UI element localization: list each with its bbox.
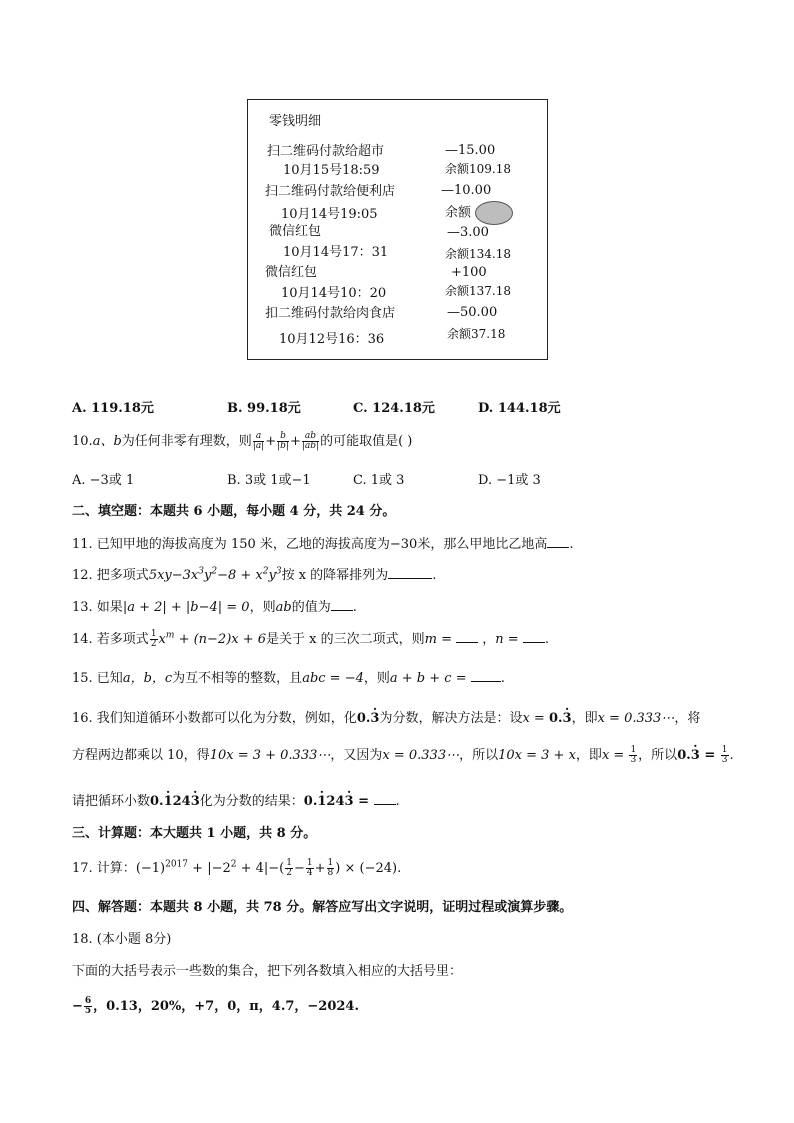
question-10: 10.a、b为任何非零有理数，则 $\frac{a}{|a|}$ + $\frac{b}{|b|}$ + $\frac{ab}{|ab|}$ 的可能取值是( ) [72, 431, 413, 451]
receipt-row-balance [445, 201, 513, 225]
q13-equation: |a + 2| + |b−4| = 0 [122, 600, 250, 615]
receipt-row-desc: 扫二维码付款给便利店 [265, 184, 396, 199]
q13-text: 13. 如果 [72, 600, 123, 615]
one-quarter-fraction: $\frac{1}{4}$ [306, 858, 313, 878]
q16-eq: x = 0.333⋯ [382, 748, 460, 763]
answer-blank[interactable] [331, 598, 353, 611]
q10-fraction: $\frac{a}{|a|}$ [252, 431, 265, 451]
q10-option-a: A. −3或 1 [72, 473, 135, 488]
q15-text: ，则 [363, 671, 390, 686]
q13-text: ，则 [249, 600, 276, 615]
answer-blank[interactable] [547, 535, 569, 548]
q16-text: ，即 [575, 748, 602, 763]
receipt-row-amount: —10.00 [441, 183, 492, 198]
question-18-text: 下面的大括号表示一些数的集合，把下列各数填入相应的大括号里： [72, 964, 463, 979]
q10-fraction: $\frac{ab}{|ab|}$ [301, 431, 320, 451]
answer-blank[interactable] [374, 792, 396, 805]
repeating-decimal: 0.3 · = [677, 748, 720, 763]
q16-eq: x = 0.333⋯ [597, 711, 675, 726]
one-third-fraction: $\frac{1}{3}$ [721, 745, 728, 765]
section-3-heading: 三、计算题：本大题共 1 小题，共 8 分。 [72, 826, 317, 841]
q12-polynomial: $5xy-3x^3y^2-8 + x^2y^3$ [148, 566, 282, 583]
repeating-decimal: 0.3 · [357, 711, 380, 726]
receipt-row-amount: —3.00 [447, 225, 489, 240]
receipt-row-balance: 余额137.18 [445, 284, 511, 298]
q9-option-a: A. 119.18元 [72, 401, 154, 416]
question-13: 13. 如果|a + 2| + |b−4| = 0，则ab的值为 . [72, 600, 357, 615]
q15-vars: a，b，c [122, 671, 173, 686]
q16-text: 请把循环小数 [72, 794, 151, 809]
one-eighth-fraction: $\frac{1}{8}$ [327, 858, 334, 878]
q9-option-b: B. 99.18元 [227, 401, 301, 416]
receipt-row-amount: —50.00 [447, 305, 498, 320]
q15-text: 15. 已知 [72, 671, 123, 686]
q16-text: 16. 我们知道循环小数都可以化为分数，例如，化 [72, 711, 357, 726]
q16-eq: x = [522, 711, 549, 726]
q15-text: 为互不相等的整数，且 [172, 671, 303, 686]
q10-option-d: D. −1或 3 [478, 473, 541, 488]
q16-eq: x = [601, 748, 629, 763]
q16-text: ，所以 [638, 748, 678, 763]
question-17: 17. 计算：$(-1)^{2017} + |-2^2 + 4|-$( $\frac{1}{2}$ − $\frac{1}{4}$ + $\frac{1}{8}$ ) × (−24). [72, 858, 402, 878]
q14-polynomial: $x^m + (n-2)x + 6$ [158, 630, 267, 647]
answer-blank[interactable] [471, 669, 501, 682]
q17-text: 17. 计算： [72, 861, 136, 876]
question-16-line-2: 方程两边都乘以 10，得10x = 3 + 0.333⋯，又因为x = 0.333⋯，所以10x = 3 + x，即x = $\frac{1}{3}$ ，所以0.3 · = $\frac{1}{3}$ . [72, 744, 734, 765]
answer-blank[interactable] [388, 566, 432, 579]
hidden-balance-ellipse [475, 201, 513, 225]
q15-sum: a + b + c = [389, 671, 471, 686]
q16-text: ，将 [674, 711, 701, 726]
q16-text: 化为分数的结果： [199, 794, 304, 809]
q17-expression: $(-1)^{2017} + |-2^2 + 4|-$( [135, 859, 285, 876]
receipt-row-balance: 余额37.18 [447, 327, 506, 341]
q10-stem: 为任何非零有理数，则 [121, 434, 252, 449]
q10-fraction: $\frac{b}{|b|}$ [277, 431, 289, 451]
q17-expression: ) × (−24). [335, 861, 402, 876]
receipt-row-desc: 微信红包 [265, 265, 318, 280]
answer-blank[interactable] [456, 630, 478, 643]
q16-text: 方程两边都乘以 10，得 [72, 748, 210, 763]
q9-option-c: C. 124.18元 [353, 401, 435, 416]
section-4-heading: 四、解答题：本题共 8 小题，共 78 分。解答应写出文字说明，证明过程或演算步骤。 [72, 900, 573, 915]
q10-option-b: B. 3或 1或−1 [227, 473, 311, 488]
question-15: 15. 已知a，b，c为互不相等的整数，且abc = −4，则a + b + c = . [72, 671, 505, 686]
q15-product: abc = −4 [302, 671, 364, 686]
receipt-row-time: 10月14号19:05 [281, 207, 378, 222]
question-12: 12. 把多项式$5xy-3x^3y^2-8 + x^2y^3$按 x 的降幂排列为 . [72, 566, 437, 583]
answer-blank[interactable] [523, 630, 545, 643]
question-14: 14. 若多项式 $\frac{1}{2}$ $x^m + (n-2)x + 6$是关于 x 的三次二项式，则m = ，n = . [72, 629, 549, 649]
receipt-row-balance: 余额109.18 [445, 162, 511, 176]
receipt-title: 零钱明细 [269, 114, 322, 129]
one-half-fraction: $\frac{1}{2}$ [286, 858, 292, 878]
question-16-line-1 [72, 707, 700, 726]
q10-option-c: C. 1或 3 [353, 473, 405, 488]
q14-text: 14. 若多项式 [72, 632, 149, 647]
section-2-heading: 二、填空题：本题共 6 小题，每小题 4 分，共 24 分。 [72, 504, 396, 519]
receipt-row-time: 10月14号10：20 [281, 286, 387, 301]
q10-stem-end: 的可能取值是( ) [320, 434, 413, 449]
q14-text: 是关于 x 的三次二项式，则 [266, 632, 425, 647]
one-half-fraction: $\frac{1}{2}$ [150, 629, 157, 649]
receipt-row-time: 10月15号18:59 [283, 163, 380, 178]
question-11: 11. 已知甲地的海拔高度为 150 米，乙地的海拔高度为−30米，那么甲地比乙地高 . [72, 537, 574, 552]
q10-number: 10. [72, 434, 93, 449]
receipt-row-balance: 余额134.18 [445, 247, 511, 261]
q16-text: ，所以 [459, 748, 499, 763]
repeating-decimal: 0.1 ·243 · = [304, 794, 374, 809]
six-fifths-fraction: $\frac{6}{5}$ [84, 996, 92, 1016]
receipt-row-time: 10月14号17：31 [283, 245, 389, 260]
receipt-box [247, 99, 548, 360]
q16-text: ，又因为 [330, 748, 383, 763]
receipt-row-desc: 扫二维码付款给超市 [267, 144, 385, 159]
question-16-line-3: 请把循环小数0.1 ·243 ·化为分数的结果：0.1 ·243 · = . [72, 790, 400, 809]
q13-var: ab [275, 600, 292, 615]
q18-number-list: ，0.13，20%，+7，0，π，4.7，−2024. [93, 999, 359, 1014]
q12-text: 按 x 的降幂排列为 [281, 568, 389, 583]
q16-eq: 10x = 3 + x [498, 748, 576, 763]
q16-text: 为分数，解决方法是：设 [379, 711, 523, 726]
q13-text: 的值为 [291, 600, 331, 615]
q11-text: 11. 已知甲地的海拔高度为 150 米，乙地的海拔高度为−30米，那么甲地比乙地高 [72, 537, 548, 552]
repeating-decimal: 0.1 ·243 · [150, 794, 200, 809]
receipt-row-desc: 扣二维码付款给肉食店 [265, 306, 396, 321]
receipt-row-desc: 微信红包 [269, 224, 322, 239]
balance-label: 余额 [445, 205, 472, 221]
one-third-fraction: $\frac{1}{3}$ [630, 745, 637, 765]
question-18-header: 18. (本小题 8分) [72, 932, 172, 947]
receipt-row-amount: —15.00 [445, 143, 496, 158]
receipt-row-amount: +100 [451, 265, 487, 280]
q14-n: n = [495, 632, 523, 647]
q16-eq: 10x = 3 + 0.333⋯ [209, 748, 331, 763]
q16-text: ，即 [571, 711, 598, 726]
receipt-row-time: 10月12号16：36 [279, 332, 385, 347]
q12-text: 12. 把多项式 [72, 568, 149, 583]
q9-option-d: D. 144.18元 [478, 401, 561, 416]
q14-m: m = [424, 632, 457, 647]
repeating-decimal: 0.3 · [549, 711, 572, 726]
question-18-numbers: − $\frac{6}{5}$ ，0.13，20%，+7，0，π，4.7，−2024. [72, 996, 359, 1016]
q10-vars: a、b [92, 434, 122, 449]
